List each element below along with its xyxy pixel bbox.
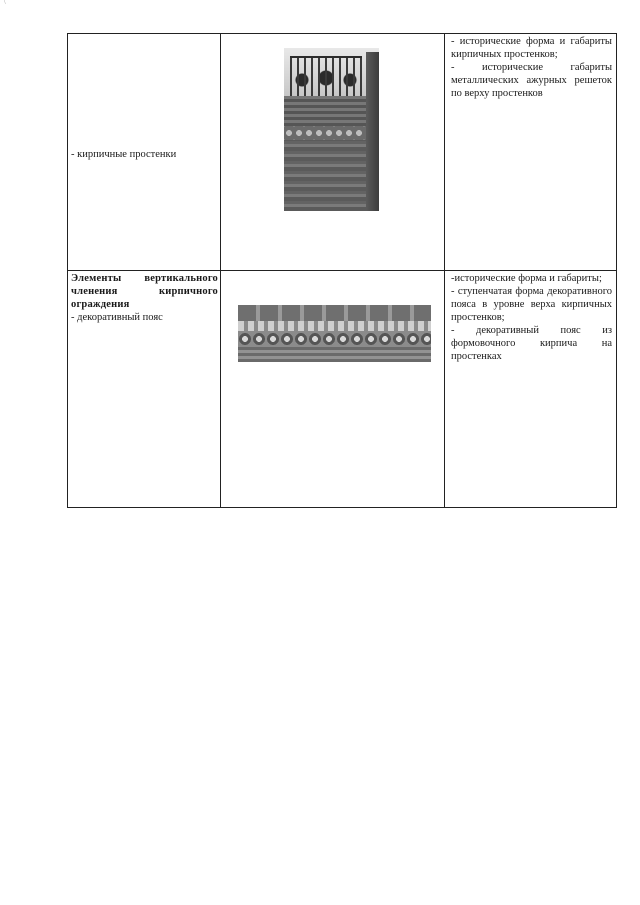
section-heading: Элементы вертикального членения кирпичного ограждения [71,273,218,310]
feature-item: -исторические форма и габариты; [451,273,602,284]
protected-elements-table [67,33,617,508]
feature-item: - ступенчатая форма декоративного пояса в уровне верха кирпичных простенков; [451,286,612,323]
element-label: - кирпичные простенки [71,149,177,160]
element-name-cell [68,34,221,271]
table-row [68,34,617,271]
features-cell [445,34,617,271]
feature-item: - исторические габариты металлических ажурных решеток по верху простенков [451,62,612,99]
element-label: - декоративный пояс [71,312,163,323]
decorative-belt-photo [238,305,431,362]
table-row [68,271,617,508]
photo-cell [221,34,445,271]
feature-item: - декоративный пояс из формовочного кирпича на простенках [451,325,612,362]
features-cell [445,271,617,508]
fence-wall-photo [284,48,379,211]
feature-item: - исторические форма и габариты кирпичных простенков; [451,36,612,60]
element-name-cell [68,271,221,508]
photo-cell [221,271,445,508]
page-corner-mark: \ [4,0,6,6]
